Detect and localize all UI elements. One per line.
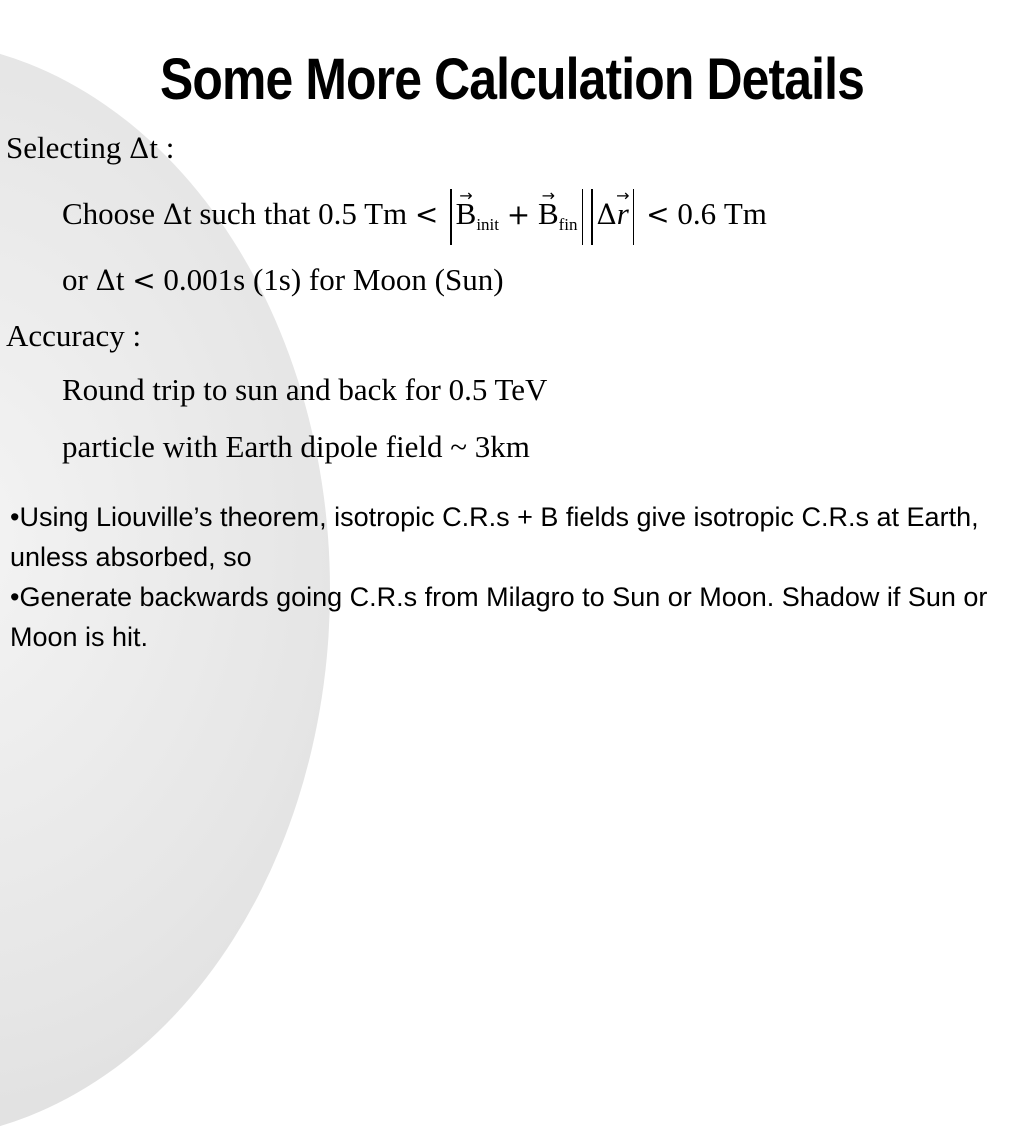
less-than-symbol: < [414, 198, 439, 231]
or-equation [62, 262, 504, 298]
choose-equation [62, 186, 767, 253]
b-fin-vector: → B [538, 186, 559, 242]
t-symbol: t [149, 130, 158, 165]
delta-symbol: Δ [95, 264, 116, 297]
less-than-symbol: < [132, 264, 156, 297]
delta-symbol: Δ [596, 198, 617, 231]
fin-subscript: fin [558, 215, 578, 234]
choose-mid-text: t such that 0.5 Tm [182, 196, 408, 231]
plus-symbol: + [506, 198, 531, 231]
abs-bar [582, 189, 584, 245]
accuracy-heading: Accuracy : [6, 318, 142, 353]
selecting-label: Selecting [6, 130, 122, 165]
bullet-item-liouville: •Using Liouville’s theorem, isotropic C.R.s + B fields give isotropic C.R.s at Earth, unless absorbed, so [10, 502, 979, 572]
accuracy-line-1: Round trip to sun and back for 0.5 TeV [62, 372, 548, 407]
r-vector: → r [617, 186, 629, 242]
delta-symbol: Δ [129, 132, 150, 165]
bullet-item-generate: •Generate backwards going C.R.s from Milagro to Sun or Moon. Shadow if Sun or Moon is hit. [10, 582, 988, 652]
delta-symbol: Δ [162, 198, 183, 231]
b-init-vector: → B [456, 186, 477, 242]
abs-bar [450, 189, 452, 245]
choose-suffix-text: 0.6 Tm [677, 196, 767, 231]
selecting-heading [6, 130, 174, 166]
or-text: or [62, 262, 88, 297]
slide-title: Some More Calculation Details [159, 47, 865, 112]
choose-text: Choose [62, 196, 155, 231]
abs-bar [591, 189, 593, 245]
accuracy-line-2: particle with Earth dipole field ~ 3km [62, 429, 530, 464]
or-mid-text: t [115, 262, 125, 297]
init-subscript: init [476, 215, 499, 234]
abs-bar [633, 189, 635, 245]
bullet-list [10, 497, 1010, 657]
less-than-symbol: < [646, 198, 670, 231]
selecting-colon: : [165, 130, 175, 165]
or-suffix-text: 0.001s (1s) for Moon (Sun) [163, 262, 504, 297]
